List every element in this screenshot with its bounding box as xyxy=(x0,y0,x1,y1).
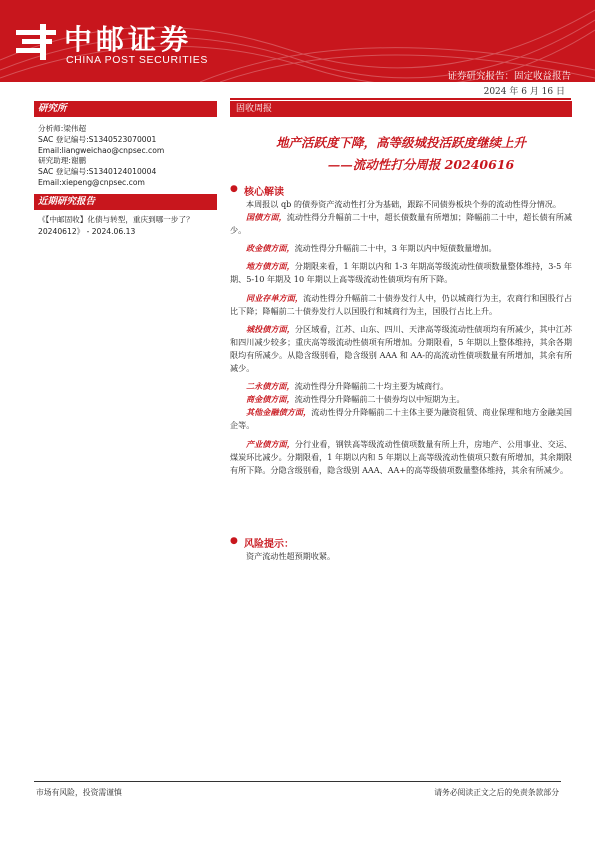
china-post-logo-icon xyxy=(14,20,58,64)
risk-text: 资产流动性超预期收紧。 xyxy=(246,550,336,561)
paragraph-policy-bank: 政金债方面，流动性得分升幅前二十中，3 年期以内中短债数量增加。 xyxy=(246,243,497,254)
company-name-en: CHINA POST SECURITIES xyxy=(66,54,208,66)
assistant-name: 研究助理:谢鹏 xyxy=(38,156,87,166)
assistant-sac: SAC 登记编号:S1340124010004 xyxy=(38,167,157,177)
report-title: 地产活跃度下降，高等级城投活跃度继续上升 xyxy=(275,135,526,150)
analyst-email[interactable]: Email:liangweichao@cnpsec.com xyxy=(38,145,165,155)
core-heading-text: 核心解读 xyxy=(244,187,284,198)
report-subtitle: ——流动性打分周报 20240616 xyxy=(327,157,515,172)
paragraph-commercial-bank: 商金债方面，流动性得分升降幅前二十债券均以中短期为主。 xyxy=(246,394,465,405)
analyst-info xyxy=(34,117,217,194)
analyst-sac: SAC 登记编号:S1340523070001 xyxy=(38,134,157,144)
footer-risk-note: 市场有风险，投资需谨慎 xyxy=(36,788,122,797)
paragraph-industrial: 产业债方面，分行业看，钢铁高等级流动性债项数量有所上升，房地产、公用事业、交运、煤炭环比减少。分期限看，1 年期以内和 5 年期以上高等级流动性债项只数有所增加，其余期限有所下降。分隐含级别看，隐含级别 AAA、AA+的高等级债项数量整体维持，其余有所减少。 xyxy=(230,438,572,475)
report-header xyxy=(0,0,595,82)
date-divider xyxy=(230,98,571,100)
bullet-icon: ● xyxy=(230,535,238,546)
research-heading: 研究所 xyxy=(34,101,217,117)
paragraph-treasury: 国债方面，流动性得分升幅前二十中，超长债数量有所增加；降幅前二十中，超长债有所减少。 xyxy=(230,212,572,236)
intro-paragraph: 本周报以 qb 的债券资产流动性打分为基础，跟踪不同债券板块个券的流动性得分情况。 xyxy=(246,199,561,209)
company-name-cn: 中邮证券 xyxy=(64,23,193,56)
assistant-email[interactable]: Email:xiepeng@cnpsec.com xyxy=(38,177,145,187)
recent-report-link[interactable]: 《【中邮固收】化债与转型，重庆到哪一步了？20240612》 - 2024.06.13 xyxy=(38,214,194,236)
paragraph-other-financial: 其他金融债方面，流动性得分升降幅前二十主体主要为融资租赁、商业保理和地方金融美国企等。 xyxy=(230,407,572,431)
report-type: 证券研究报告：固定收益报告 xyxy=(447,71,571,82)
recent-reports-heading: 近期研究报告 xyxy=(34,194,217,210)
paragraph-local-gov: 地方债方面，分期限来看，1 年期以内和 1-3 年期高等级流动性债项数量整体维持，3-5 年期、5-10 年期及 10 年期以上高等级流动性债项均有所下降。 xyxy=(230,261,572,285)
footer-disclaimer-note: 请务必阅读正文之后的免责条款部分 xyxy=(434,788,559,797)
paragraph-tier2: 二永债方面，流动性得分升降幅前二十均主要为城商行。 xyxy=(246,381,449,392)
report-date: 2024 年 6 月 16 日 xyxy=(483,87,565,97)
footer-divider xyxy=(34,781,561,782)
analyst-name: 分析师:梁伟超 xyxy=(38,124,87,133)
bullet-icon: ● xyxy=(230,184,238,194)
core-heading xyxy=(230,183,572,198)
main-content xyxy=(230,101,572,563)
risk-heading-text: 风险提示： xyxy=(244,538,294,550)
paragraph-ncd: 同业存单方面，流动性得分升幅前二十债券发行人中，仍以城商行为主，农商行和国股行占比下降；降幅前二十债券发行人以国股行和城商行为主，国股行占比上升。 xyxy=(230,292,572,316)
section-tag: 固收周报 xyxy=(230,101,572,117)
risk-heading xyxy=(230,535,572,550)
paragraph-lgfv: 城投债方面，分区域看，江苏、山东、四川、天津高等级流动性债项均有所减少，其中江苏和四川减少较多；重庆高等级流动性债项有所增加。分期限看，5 年期以上整体维持，其余各期限均有所减少。从隐含级别看，隐含级别 AAA 和 AA-的高流动性债项数量有所增加，其余有所减少。 xyxy=(230,323,572,374)
sidebar xyxy=(34,101,217,242)
